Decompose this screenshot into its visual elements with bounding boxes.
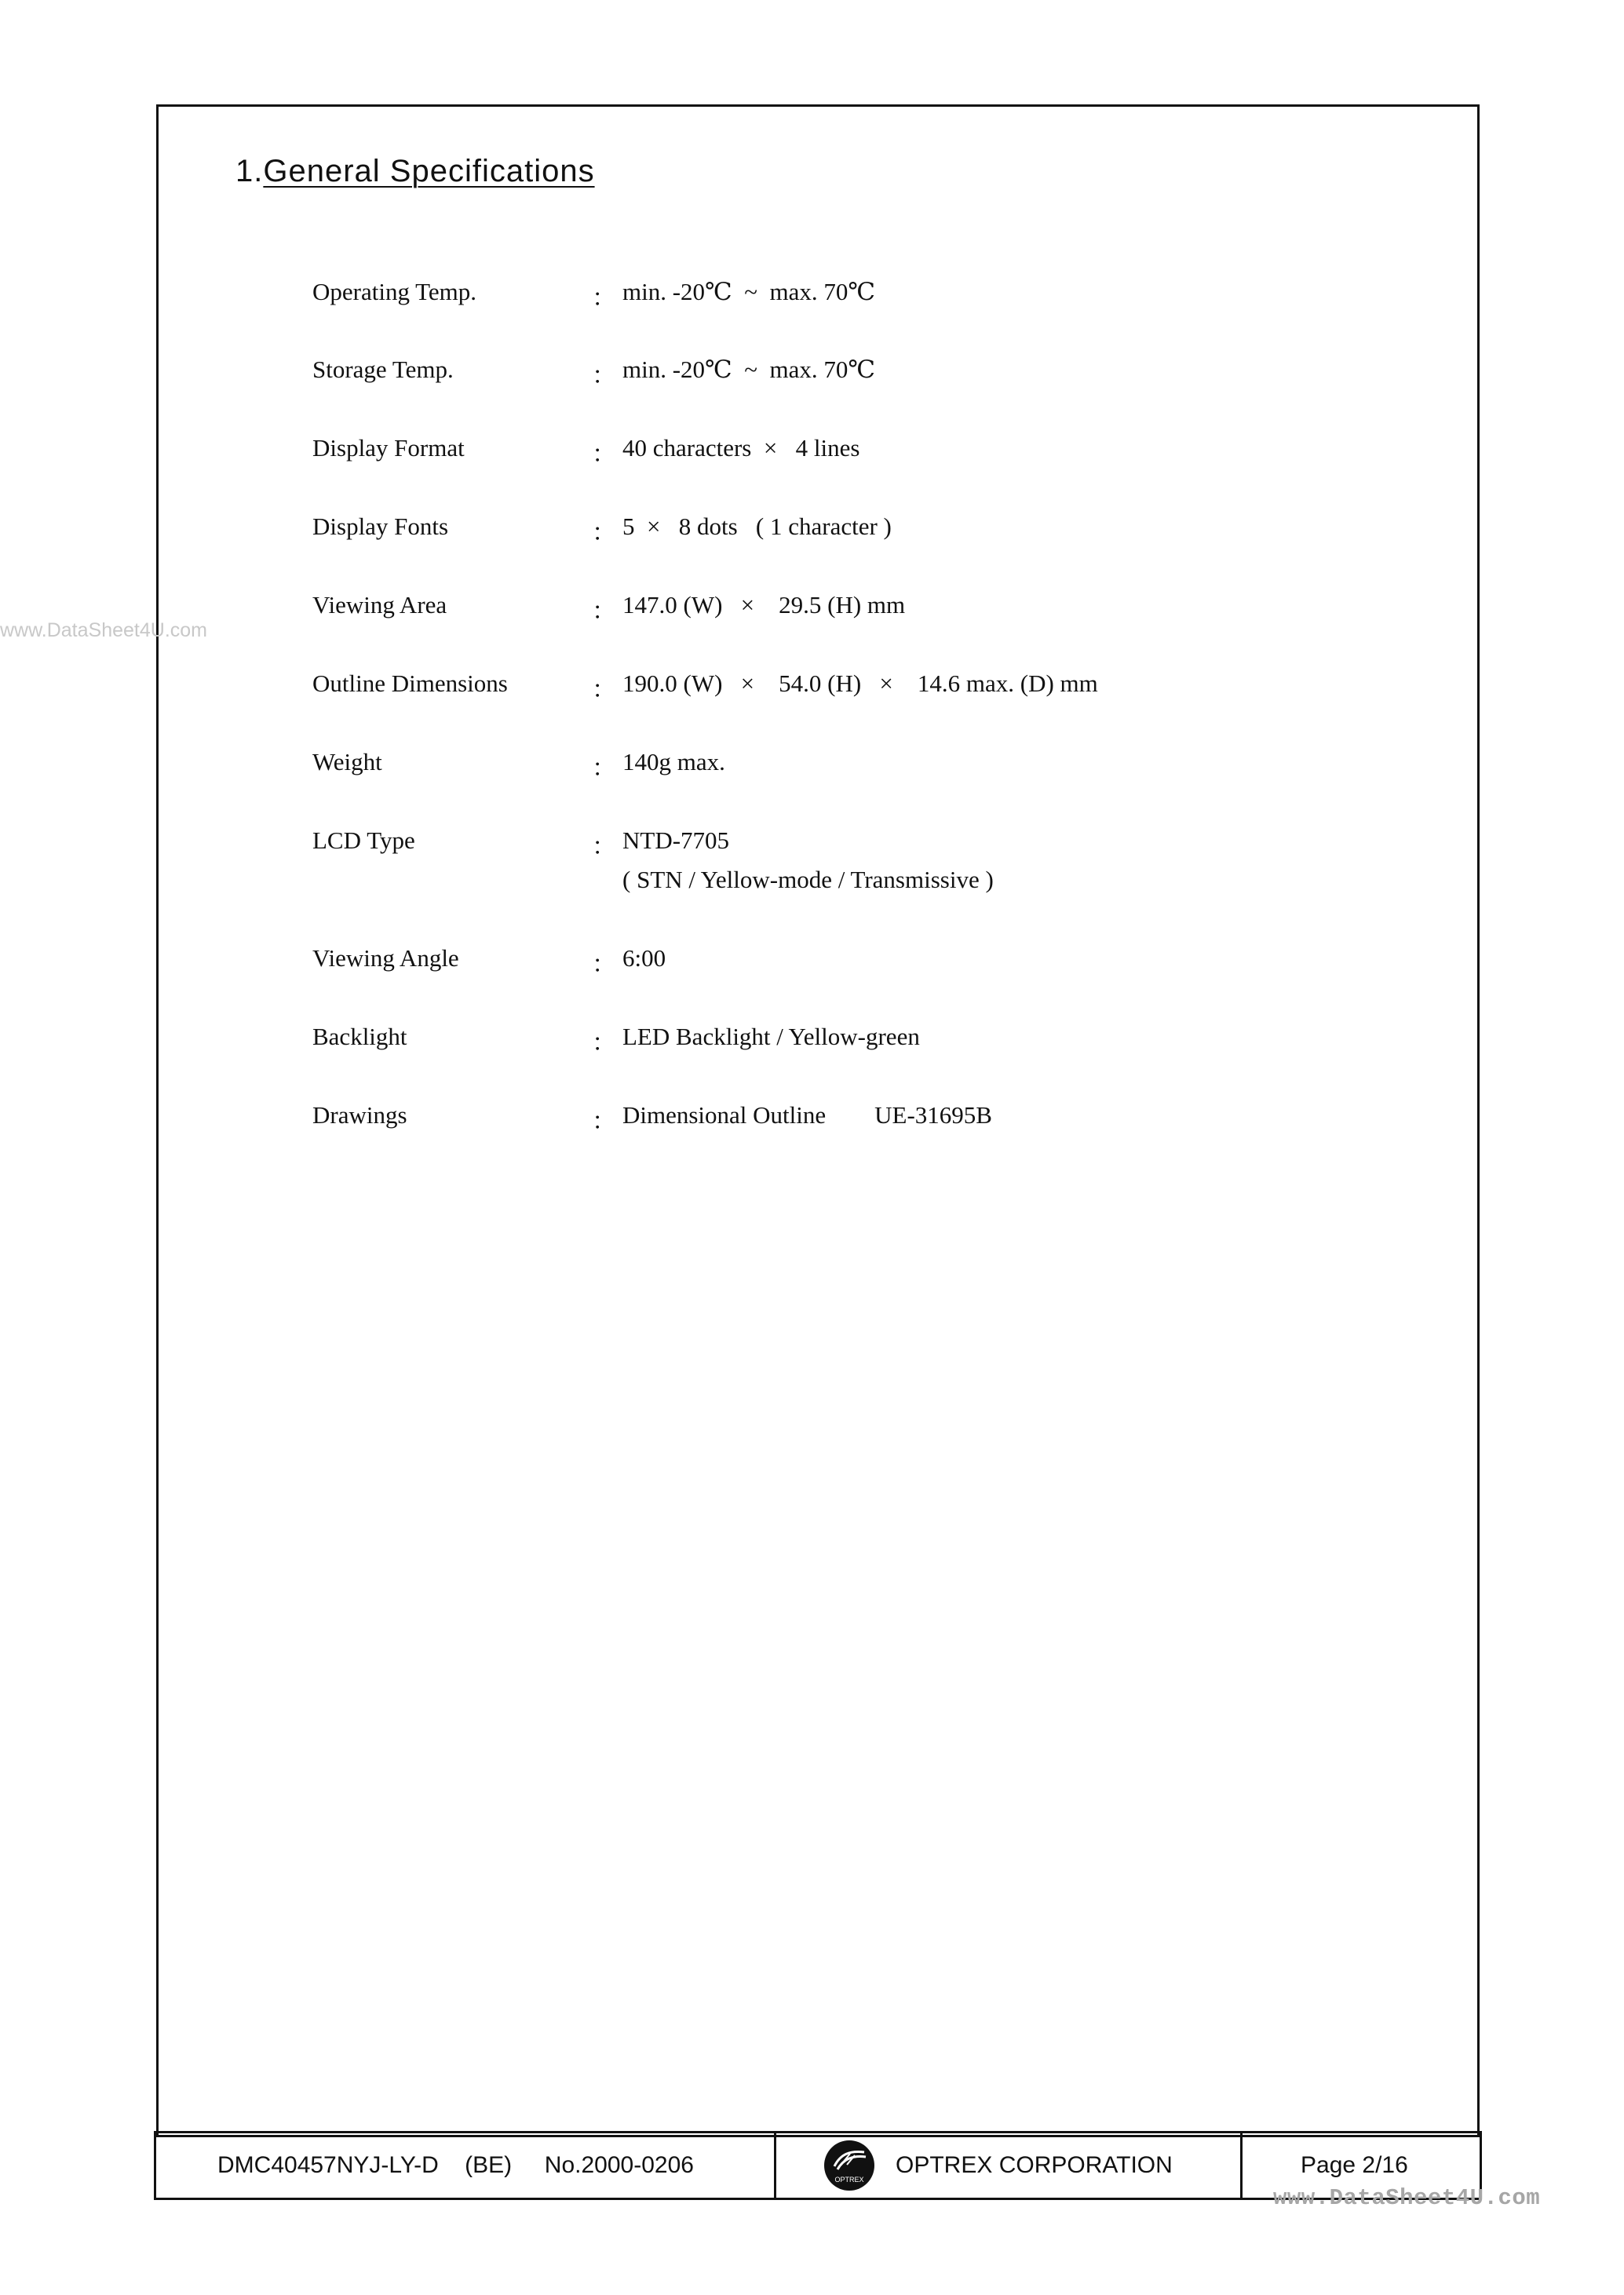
watermark-left: www.DataSheet4U.com [0,619,208,641]
company-name: OPTREX CORPORATION [896,2152,1173,2178]
spec-label: Viewing Area [312,591,447,618]
spec-colon: ： [592,1029,616,1056]
optrex-logo-icon [823,2140,875,2191]
spec-colon: ： [592,754,616,782]
spec-row-storage-temp [0,356,1624,403]
spec-label: Display Fonts [312,513,449,540]
spec-value: 147.0 (W) × 29.5 (H) mm [622,591,906,618]
spec-value: 5 × 8 dots ( 1 character ) [622,513,892,540]
spec-colon: ： [592,950,616,978]
spec-label: Storage Temp. [312,356,454,383]
page-number: Page 2/16 [1301,2152,1408,2178]
spec-row-viewing-angle [0,944,1624,991]
spec-colon: ： [592,833,616,860]
spec-colon: ： [592,676,616,703]
spec-row-backlight [0,1023,1624,1070]
spec-colon: ： [592,1107,616,1135]
doc-number: DMC40457NYJ-LY-D (BE) No.2000-0206 [156,2133,776,2198]
spec-value: 6:00 [622,944,666,972]
spec-colon: ： [592,440,616,468]
spec-label: Viewing Angle [312,944,459,972]
watermark-right: www.DataSheet4U.com [1273,2185,1541,2211]
spec-row-display-fonts [0,513,1624,560]
spec-label: Weight [312,748,382,775]
spec-row-drawings [0,1101,1624,1148]
spec-colon: ： [592,597,616,625]
spec-row-display-format [0,434,1624,481]
spec-colon: ： [592,284,616,312]
spec-label: Drawings [312,1101,407,1129]
spec-label: Outline Dimensions [312,670,508,697]
spec-row-weight [0,748,1624,795]
spec-colon: ： [592,362,616,389]
spec-row-operating-temp [0,278,1624,325]
spec-row-outline-dimensions [0,670,1624,717]
section-title [235,154,595,189]
spec-label: Backlight [312,1023,407,1050]
spec-row-viewing-area [0,591,1624,638]
spec-colon: ： [592,519,616,546]
spec-label: Operating Temp. [312,278,477,305]
company-cell [776,2133,1243,2198]
logo-text: OPTREX [834,2176,864,2184]
spec-value-continued: ( STN / Yellow-mode / Transmissive ) [622,866,994,893]
section-number: 1. [235,154,264,188]
spec-value: Dimensional Outline UE-31695B [622,1101,992,1129]
spec-value: LED Backlight / Yellow-green [622,1023,920,1050]
spec-value: NTD-7705 [622,826,730,854]
spec-value: 40 characters × 4 lines [622,434,860,462]
spec-value: 190.0 (W) × 54.0 (H) × 14.6 max. (D) mm [622,670,1098,697]
spec-row-lcd-type [0,826,1624,913]
spec-label: LCD Type [312,826,415,854]
section-title-text: General Specifications [263,154,595,188]
spec-value: min. -20℃ ~ max. 70℃ [622,356,876,383]
spec-value: 140g max. [622,748,725,775]
spec-value: min. -20℃ ~ max. 70℃ [622,278,876,305]
spec-label: Display Format [312,434,465,462]
